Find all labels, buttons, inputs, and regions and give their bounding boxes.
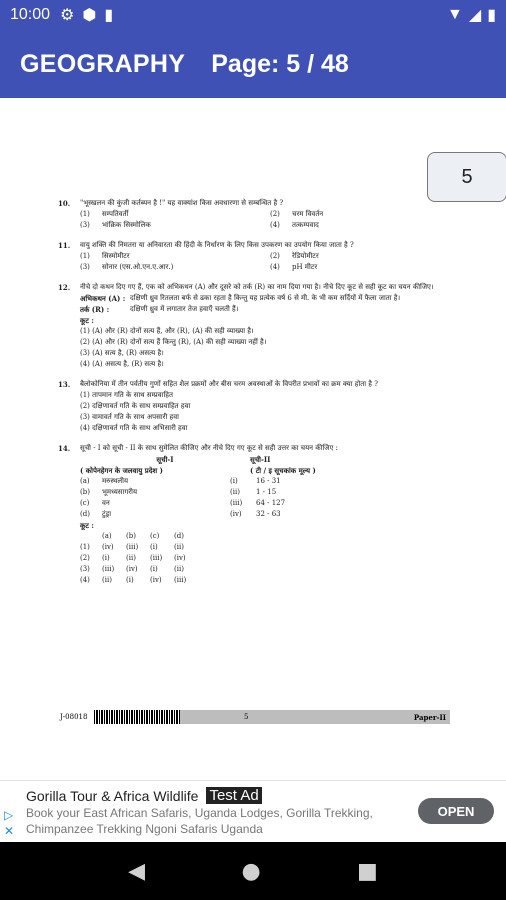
shield-icon: ⬢	[82, 7, 97, 24]
home-icon[interactable]: ●	[241, 858, 261, 884]
wifi-icon: ▼	[447, 6, 463, 23]
sd-card-icon: ▮	[104, 7, 114, 24]
close-icon[interactable]: ✕	[4, 824, 15, 838]
test-ad-tag: Test Ad	[206, 787, 261, 804]
ad-open-button[interactable]: OPEN	[418, 798, 494, 824]
question-14: 14. सूची - I को सूची - II के साथ सुमेलित कीजिए और नीचे दिए गए कूट से सही उत्तर का चयन कीजिए : सूची-I सूची-II ( कोपेनहेगन के जलवायु प्रदेश ) ( टी / इ सूचकांक मूल्य ) (a) मरुस्थलीय (i) 16 - 31 (b) भूमध्यसागरीय (ii) 1 - 15 (c) वन (iii) 64 - 127 (d) टुंड्रा (iv) 32 - 63 कूट : (a) (b) (c) (d) (1) (iv) (iii) (i) (ii) (2) (i) (ii) (iii) (iv) (3) (iii) (iv) (i) (ii) (4) (ii) (i) (iv) (iii)	[58, 444, 338, 584]
app-title: GEOGRAPHY	[20, 49, 186, 78]
question-12: 12. नीचे दो कथन दिए गए हैं, एक को अभिकथन (A) और दूसरे को तर्क (R) का नाम दिया गया है। नीचे दिए कूट से सही कूट का चयन कीजिए। अभिकथन (A) : दक्षिणी ध्रुव रितलता बर्फ से ढका रहता है किन्तु यह प्रत्येक वर्ष 6 से मी. के भी कम सर्दियों में फैला जाता है। तर्क (R) : दक्षिणी ध्रुव में लगातार तेज हवाएँ चलती हैं। कूट : (1) (A) और (R) दोनों सत्य हैं, और (R), (A) की सही व्याख्या है। (2) (A) और (R) दोनों सत्य हैं किन्तु (R), (A) की सही व्याख्या नहीं है। (3) (A) सत्य है, (R) असत्य है। (4) (A) असत्य है, (R) सत्य है।	[58, 283, 434, 368]
back-icon[interactable]: ◀	[128, 858, 146, 884]
ad-body[interactable]: Book your East African Safaris, Uganda Lodges, Gorilla Trekking, Chimpanzee Trekking Ngoni Safaris Uganda	[26, 806, 373, 836]
status-time: 10:00	[10, 6, 51, 23]
question-10: 10. "भूस्खलन की कुंजी कर्तब्यन है !" यह वाक्यांश किस अवधारणा से सम्बन्धित है ? (1) सम्पतिवर्ती (2) चरम विवर्तन (3) भांक्रिक सिस्मोलिक (4) तत्कम्पवाद	[58, 199, 324, 229]
footer-page-number: 5	[244, 713, 249, 721]
navigation-bar	[0, 842, 506, 900]
app-bar	[0, 30, 506, 98]
paper-label: Paper-II	[413, 712, 446, 722]
pdf-page-footer	[58, 710, 450, 724]
battery-icon: ▮	[487, 7, 496, 24]
page-number-badge[interactable]: 5	[427, 152, 506, 202]
status-bar	[0, 0, 506, 30]
pdf-page	[58, 198, 450, 595]
page-indicator: Page: 5 / 48	[211, 49, 349, 78]
paper-code: J-08018	[58, 710, 94, 724]
question-13: 13. बैलोकोनिया में तीन पर्वतीय गुणों सहित शैल प्रक्रमों और बीस चरम अवस्थाओं के विपरीत प्रभावों का क्रम क्या होता है ? (1) तापमान गति के साथ सम्प्रवाहित (2) दक्षिणावर्त गति के साथ सम्प्रवाहित हवा (3) वामावर्त गति के साथ अपसारी हवा (4) दक्षिणावर्त गति के साथ अभिसारी हवा	[58, 380, 378, 432]
ad-headline[interactable]: Gorilla Tour & Africa Wildlife	[26, 787, 199, 804]
barcode	[94, 710, 180, 724]
recents-icon[interactable]: ■	[357, 858, 378, 884]
ad-banner[interactable]	[0, 780, 506, 842]
question-11: 11. वायु शक्ति की निमतरा या अनिवारता की हिंदी के निर्धारण के लिए किस उपकरण का उपयोग किया जाता है ? (1) सिस्मोमीटर (2) रेडियोमीटर (3) सोनार (एस.ओ.एन.ए.आर.) (4) pH मीटर	[58, 241, 354, 271]
signal-icon: ◢	[468, 7, 482, 24]
gear-icon: ⚙	[60, 7, 75, 24]
ad-choices-icon[interactable]: ▷	[4, 808, 14, 822]
